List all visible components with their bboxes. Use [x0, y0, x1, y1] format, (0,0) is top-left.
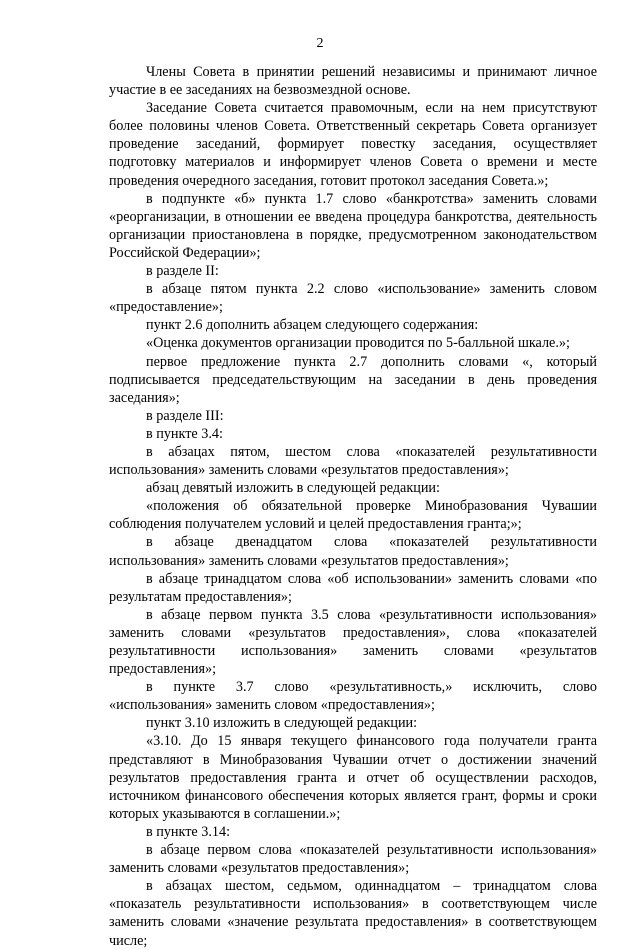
paragraph: в абзаце первом слова «показателей результативности использования» заменить словами «результатов предоставления»; — [109, 842, 597, 877]
paragraph: в абзаце первом пункта 3.5 слова «результативности использования» заменить словами «результатов предоставления», слова «показателей результативности использования» заменить словами «результатов предоставления»; — [109, 606, 597, 678]
paragraph: в подпункте «б» пункта 1.7 слово «банкротства» заменить словами «реорганизации, в отношении ее введена процедура банкротства, деятельность организации приостановлена в порядке, предусмотренном законодательством Российской Федерации»; — [109, 190, 597, 261]
paragraph: в абзаце двенадцатом слова «показателей результативности использования» заменить словами «результатов предоставления»; — [109, 534, 597, 569]
paragraph: в разделе II: — [146, 263, 219, 280]
paragraph: «Оценка документов организации проводится по 5-балльной шкале.»; — [146, 335, 570, 352]
paragraph: Члены Совета в принятии решений независимы и принимают личное участие в ее заседаниях на безвозмездной основе. — [109, 64, 597, 99]
paragraph: «3.10. До 15 января текущего финансового года получатели гранта представляют в Минобразования Чувашии отчет о достижении значений результатов предоставления гранта и отчет об осуществлении расходов, источником финансового обеспечения которых является грант, формы и сроки которых указываются в соглашении.»; — [109, 733, 597, 822]
paragraph: в абзаце тринадцатом слова «об использовании» заменить словами «по результатам предоставления»; — [109, 570, 597, 605]
paragraph: в абзаце пятом пункта 2.2 слово «использование» заменить словом «предоставление»; — [109, 281, 597, 316]
paragraph: «положения об обязательной проверке Минобразования Чувашии соблюдения получателем условий и целей предоставления гранта;»; — [109, 498, 597, 533]
paragraph: в абзацах шестом, седьмом, одиннадцатом – тринадцатом слова «показатель результативности использования» в соответствующем числе заменить словами «значение результата предоставления» в соответствующем числе; — [109, 878, 597, 949]
paragraph: в абзацах пятом, шестом слова «показателей результативности использования» заменить словами «результатов предоставления»; — [109, 443, 597, 479]
paragraph: абзац девятый изложить в следующей редакции: — [146, 480, 440, 497]
page-number: 2 — [316, 36, 324, 51]
paragraph: в пункте 3.4: — [146, 425, 223, 442]
paragraph: первое предложение пункта 2.7 дополнить словами «, который подписывается председательствующим на заседании в день проведения заседания»; — [109, 353, 597, 406]
paragraph: пункт 2.6 дополнить абзацем следующего содержания: — [146, 317, 479, 334]
document-body — [109, 63, 597, 950]
paragraph: пункт 3.10 изложить в следующей редакции: — [146, 715, 418, 732]
paragraph: в пункте 3.7 слово «результативность,» исключить, слово «использования» заменить словом «предоставления»; — [109, 679, 597, 714]
paragraph: в разделе III: — [146, 407, 224, 424]
paragraph: в пункте 3.14: — [146, 823, 231, 840]
paragraph: Заседание Совета считается правомочным, если на нем присутствуют более половины членов Совета. Ответственный секретарь Совета организует проведение заседаний, формирует повестку заседания, осуществляет подготовку материалов и информирует членов Совета о времени и месте проведения очередного заседания, готовит протокол заседания Совета.»; — [109, 100, 597, 189]
